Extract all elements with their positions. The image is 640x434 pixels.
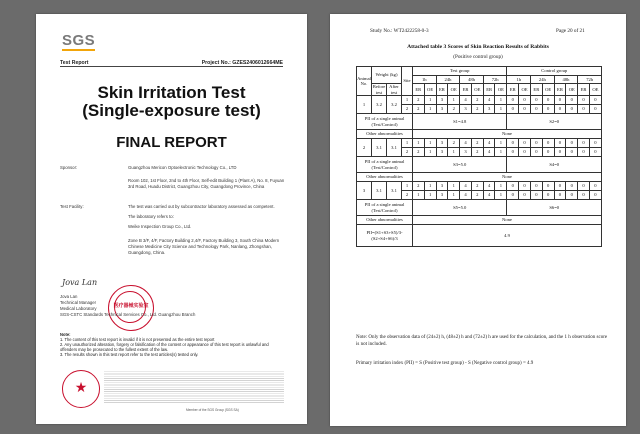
doc-label: Test Report [60, 60, 89, 66]
header-er: ER [460, 84, 472, 96]
pii-row [357, 200, 602, 216]
score-cell: 4 [483, 139, 495, 148]
score-cell: 0 [519, 148, 531, 157]
other-value-cell: None [413, 130, 602, 139]
results-table-page [330, 14, 626, 426]
score-cell: 0 [589, 105, 601, 114]
pii-row [357, 157, 602, 173]
table-row [357, 96, 602, 105]
pii-test-cell: S5=5.0 [413, 200, 507, 216]
header-oe: OE [519, 84, 531, 96]
score-cell: 3 [436, 191, 448, 200]
score-cell: 0 [589, 96, 601, 105]
score-cell: 1 [424, 148, 436, 157]
score-cell: 1 [448, 182, 460, 191]
score-cell: 3 [436, 182, 448, 191]
study-number: Study No.: WT2422258-0-3 [370, 28, 429, 34]
header-oe: OE [448, 84, 460, 96]
score-cell: 1 [495, 182, 507, 191]
header-divider [60, 66, 283, 67]
score-cell: 0 [578, 139, 590, 148]
pii-formula-row [357, 225, 602, 247]
header-er: ER [507, 84, 519, 96]
score-cell: 1 [495, 148, 507, 157]
score-cell: 0 [519, 105, 531, 114]
score-cell: 4 [483, 148, 495, 157]
site-cell: 2 [402, 148, 413, 157]
site-cell: 1 [402, 96, 413, 105]
score-cell: 0 [519, 182, 531, 191]
animal-no-cell: 1 [357, 96, 372, 114]
score-cell: 0 [566, 105, 578, 114]
score-cell: 1 [495, 139, 507, 148]
score-cell: 1 [413, 191, 425, 200]
pii-summary: Primary irritation index (PII) = S (Positive test group) - S (Negative control group) = 4.9 [356, 361, 534, 366]
score-cell: 0 [542, 139, 554, 148]
score-cell: 0 [542, 191, 554, 200]
score-cell: 0 [566, 139, 578, 148]
handwritten-signature: Jova Lan [62, 278, 98, 287]
note-2: 2. Any unauthorized alteration, forgery or falsification of the content or appearance of this test report is unlawful and offenders may be prosecuted to the fullest extent of the law. [60, 342, 269, 352]
weight-after-cell: 3.2 [387, 96, 402, 114]
pii-control-cell: S6=0 [507, 200, 602, 216]
score-cell: 0 [531, 139, 543, 148]
header-control-group: Control group [507, 67, 602, 76]
score-cell: 4 [460, 139, 472, 148]
score-cell: 3 [436, 148, 448, 157]
score-cell: 3 [483, 105, 495, 114]
score-cell: 0 [507, 105, 519, 114]
weight-before-cell: 3.2 [372, 96, 387, 114]
score-cell: 1 [413, 139, 425, 148]
header-site: Site [402, 67, 413, 96]
report-title-line2: (Single-exposure test) [82, 101, 261, 120]
sgs-logo: SGS [62, 32, 96, 49]
company-seal-icon: ★ [62, 370, 100, 408]
score-cell: 4 [460, 182, 472, 191]
note-1: 1. The content of this test report is invalid if it is not presented as the entire test report [60, 337, 215, 342]
score-cell: 1 [424, 191, 436, 200]
note-label: Note: [60, 332, 71, 337]
facility-line1: The test was carried out by subcontractor laboratory assessed as competent. [128, 204, 275, 209]
score-cell: 2 [413, 182, 425, 191]
score-cell: 0 [531, 191, 543, 200]
score-cell: 3 [436, 105, 448, 114]
score-cell: 0 [507, 191, 519, 200]
score-cell: 2 [413, 105, 425, 114]
table-subtitle: (Positive control group) [453, 54, 503, 60]
header-hour-control: 1h [507, 76, 531, 84]
score-cell: 0 [531, 182, 543, 191]
score-cell: 0 [554, 191, 566, 200]
score-cell: 0 [566, 96, 578, 105]
pii-label-cell: PII of a single animal (Test/Control) [357, 157, 413, 173]
score-cell: 0 [507, 139, 519, 148]
facility-lab: Weike Inspection Group Co., Ltd. [128, 224, 192, 229]
report-cover-page [36, 14, 307, 424]
score-cell: 0 [507, 148, 519, 157]
table-title: Attached table 3 Scores of Skin Reaction Results of Rabbits [407, 44, 549, 50]
header-oe: OE [495, 84, 507, 96]
score-cell: 0 [519, 96, 531, 105]
animal-no-cell: 2 [357, 139, 372, 157]
score-cell: 2 [413, 148, 425, 157]
header-hour-control: 24h [531, 76, 555, 84]
score-cell: 2 [471, 105, 483, 114]
other-label-cell: Other abnormalities [357, 130, 413, 139]
header-oe: OE [471, 84, 483, 96]
site-cell: 1 [402, 182, 413, 191]
score-cell: 0 [542, 148, 554, 157]
pii-control-cell: S2=0 [507, 114, 602, 130]
pii-control-cell: S4=0 [507, 157, 602, 173]
score-cell: 0 [554, 96, 566, 105]
note-3: 3. The results shown in this test report refer to the test articles(s) tested only. [60, 352, 199, 357]
pii-label-cell: PII of a single animal (Test/Control) [357, 114, 413, 130]
pii-label-cell: PII of a single animal (Test/Control) [357, 200, 413, 216]
score-cell: 2 [413, 96, 425, 105]
pii-value-cell: 4.9 [413, 225, 602, 247]
score-cell: 0 [566, 191, 578, 200]
score-cell: 0 [554, 182, 566, 191]
score-cell: 3 [436, 96, 448, 105]
score-cell: 2 [471, 139, 483, 148]
score-cell: 1 [495, 105, 507, 114]
score-cell: 0 [519, 139, 531, 148]
header-hour-test: 24h [436, 76, 460, 84]
signer-title: Technical Manager [60, 300, 97, 305]
header-oe: OE [542, 84, 554, 96]
final-report-heading: FINAL REPORT [116, 134, 227, 151]
weight-before-cell: 3.1 [372, 182, 387, 200]
score-cell: 1 [424, 96, 436, 105]
score-cell: 1 [448, 96, 460, 105]
score-cell: 0 [578, 148, 590, 157]
score-cell: 0 [566, 182, 578, 191]
signer-name: Jova Lan [60, 294, 78, 299]
site-cell: 1 [402, 139, 413, 148]
score-cell: 0 [578, 105, 590, 114]
score-cell: 0 [531, 148, 543, 157]
other-abnormalities-row [357, 216, 602, 225]
score-cell: 1 [448, 148, 460, 157]
sponsor-label: Sponsor: [60, 165, 78, 170]
score-cell: 0 [531, 105, 543, 114]
project-number: Project No.: GZES2406012664ME [201, 60, 283, 66]
score-cell: 0 [578, 96, 590, 105]
pii-test-cell: S1=4.8 [413, 114, 507, 130]
signer-org: SGS-CSTC Standards Technical Services Co., Ltd. Guangzhou Branch [60, 312, 196, 317]
page-number: Page 20 of 21 [556, 28, 585, 34]
score-cell: 3 [436, 139, 448, 148]
other-label-cell: Other abnormalities [357, 216, 413, 225]
score-cell: 1 [424, 182, 436, 191]
facility-line2: The laboratory refers to: [128, 214, 174, 219]
header-er: ER [554, 84, 566, 96]
legal-fine-print [104, 370, 284, 404]
score-cell: 4 [483, 191, 495, 200]
facility-label: Test Facility: [60, 204, 84, 209]
header-oe: OE [424, 84, 436, 96]
weight-after-cell: 3.1 [387, 182, 402, 200]
pii-test-cell: S3=5.0 [413, 157, 507, 173]
calculation-note: Note: Only the observation data of (24±2) h, (48±2) h and (72±2) h are used for the calculation, and the 1 h observation score is not included. [356, 335, 608, 347]
lab-stamp-text: 医疗器械实验室 [113, 303, 149, 309]
score-cell: 0 [589, 182, 601, 191]
score-cell: 0 [578, 191, 590, 200]
score-cell: 1 [424, 139, 436, 148]
header-oe: OE [589, 84, 601, 96]
signer-dept: Medical Laboratory [60, 306, 97, 311]
header-er: ER [578, 84, 590, 96]
animal-no-cell: 3 [357, 182, 372, 200]
table-row [357, 182, 602, 191]
score-cell: 4 [460, 96, 472, 105]
weight-after-cell: 3.1 [387, 139, 402, 157]
score-cell: 0 [519, 191, 531, 200]
score-cell: 4 [483, 96, 495, 105]
header-before: Before test [372, 84, 386, 95]
score-cell: 1 [424, 105, 436, 114]
score-cell: 1 [448, 191, 460, 200]
other-value-cell: None [413, 173, 602, 182]
header-animal-no: Animal No. [357, 67, 372, 96]
sponsor-address: Room 102, 1st Floor, 2nd to 4th Floor, Self-edit Building 1 (Plant A), No. 8, Fuyuan 3rd Road, Huadu District, Guangzhou City, Guangdong Province, China [128, 178, 285, 189]
header-test-group: Test group [413, 67, 507, 76]
score-cell: 0 [542, 182, 554, 191]
report-title-line1: Skin Irritation Test [97, 83, 246, 102]
score-cell: 0 [589, 191, 601, 200]
score-cell: 0 [542, 96, 554, 105]
score-cell: 4 [460, 191, 472, 200]
score-cell: 2 [471, 148, 483, 157]
header-er: ER [436, 84, 448, 96]
weight-before-cell: 3.1 [372, 139, 387, 157]
score-cell: 0 [554, 105, 566, 114]
score-cell: 0 [578, 182, 590, 191]
skin-reaction-table [356, 66, 602, 247]
score-cell: 0 [566, 148, 578, 157]
site-cell: 2 [402, 105, 413, 114]
score-cell: 0 [531, 96, 543, 105]
score-cell: 0 [542, 105, 554, 114]
score-cell: 2 [471, 191, 483, 200]
header-hour-test: 72h [483, 76, 507, 84]
score-cell: 2 [471, 96, 483, 105]
score-cell: 1 [495, 191, 507, 200]
score-cell: 1 [495, 96, 507, 105]
header-hour-control: 48h [554, 76, 578, 84]
site-cell: 2 [402, 191, 413, 200]
score-cell: 2 [471, 182, 483, 191]
other-label-cell: Other abnormalities [357, 173, 413, 182]
pii-row [357, 114, 602, 130]
other-value-cell: None [413, 216, 602, 225]
header-hour-control: 72h [578, 76, 602, 84]
pii-formula-cell: PII=(S1+S3+S5)/3-(S2+S4+S6)/3 [357, 225, 413, 247]
score-cell: 0 [507, 96, 519, 105]
page-footer: Member of the SGS Group (SGS SA) [186, 408, 239, 412]
header-er: ER [483, 84, 495, 96]
score-cell: 0 [589, 139, 601, 148]
header-after: After test [387, 84, 402, 96]
facility-address: Zone B 3/F, 4/F, Factory Building 2,4/F, Factory Building 3, South China Modern Chinese Medicine City Science and Technology Park, Nanlang, Zhongshan, Guangdong, China. [128, 238, 280, 255]
other-abnormalities-row [357, 173, 602, 182]
table-row [357, 139, 602, 148]
header-hour-test: 48h [460, 76, 484, 84]
lab-stamp [108, 285, 154, 331]
score-cell: 3 [460, 105, 472, 114]
other-abnormalities-row [357, 130, 602, 139]
header-weight: Weight (kg) [372, 67, 402, 84]
sponsor-name: Guangzhou Mericon Optoelectronic Technology Co., LTD [128, 165, 237, 170]
score-cell: 0 [589, 148, 601, 157]
score-cell: 3 [460, 148, 472, 157]
score-cell: 2 [448, 105, 460, 114]
header-er: ER [531, 84, 543, 96]
header-hour-test: 1h [413, 76, 437, 84]
score-cell: 4 [483, 182, 495, 191]
score-cell: 2 [448, 139, 460, 148]
header-er: ER [413, 84, 425, 96]
score-cell: 0 [554, 148, 566, 157]
score-cell: 0 [507, 182, 519, 191]
score-cell: 0 [554, 139, 566, 148]
header-oe: OE [566, 84, 578, 96]
